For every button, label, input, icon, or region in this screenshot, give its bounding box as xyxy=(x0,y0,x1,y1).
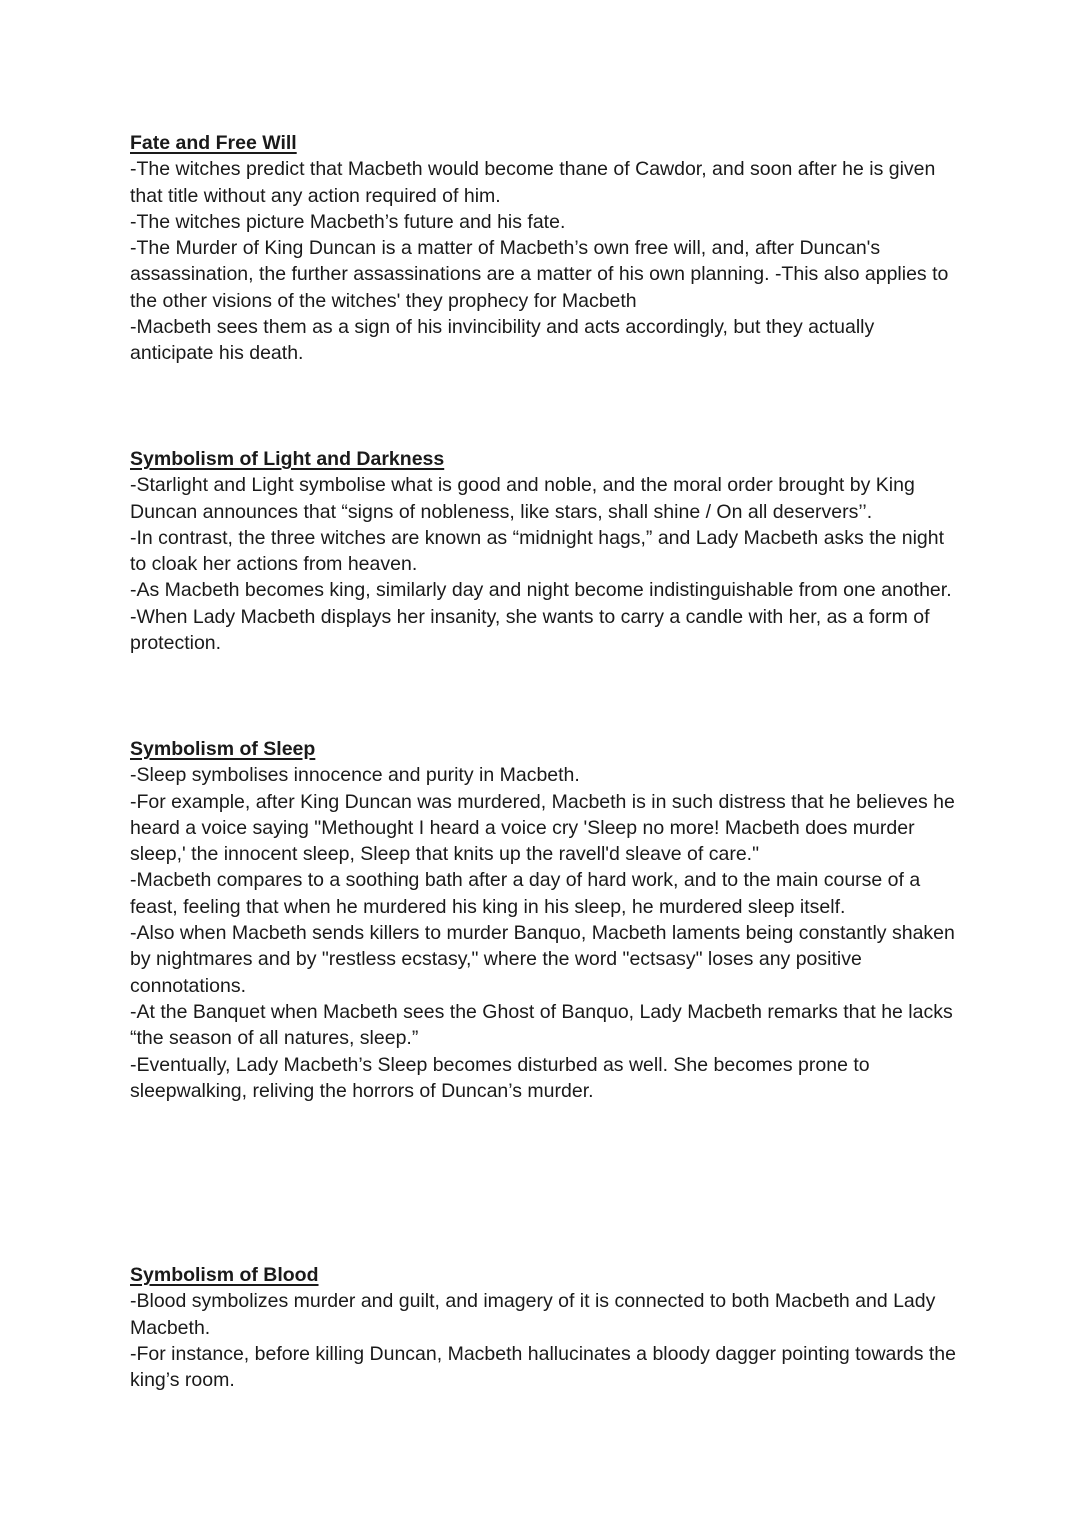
paragraph: -In contrast, the three witches are known as “midnight hags,” and Lady Macbeth asks the night to cloak her actions from heaven. xyxy=(130,526,945,576)
paragraph: -The Murder of King Duncan is a matter of Macbeth’s own free will, and, after Duncan's assassination, the further assassinations are a matter of his own planning. -This also applies to the other visions of the witches' they prophecy for Macbeth xyxy=(130,237,949,312)
paragraph: -Sleep symbolises innocence and purity in Macbeth. xyxy=(130,764,580,787)
section-heading: Fate and Free Will xyxy=(130,132,297,154)
section-sleep xyxy=(130,736,960,1104)
paragraph: -Blood symbolizes murder and guilt, and imagery of it is connected to both Macbeth and Lady Macbeth. xyxy=(130,1290,936,1339)
section-heading: Symbolism of Blood xyxy=(130,1264,319,1286)
section-fate-and-free-will xyxy=(130,130,960,367)
paragraph: -The witches picture Macbeth’s future and his fate. xyxy=(130,210,566,233)
section-heading: Symbolism of Sleep xyxy=(130,738,316,760)
section-blood xyxy=(130,1262,960,1393)
paragraph: -When Lady Macbeth displays her insanity, she wants to carry a candle with her, as a form of protection. xyxy=(130,605,930,655)
paragraph: -For instance, before killing Duncan, Macbeth hallucinates a bloody dagger pointing towards the king’s room. xyxy=(130,1342,956,1392)
paragraph: -At the Banquet when Macbeth sees the Ghost of Banquo, Lady Macbeth remarks that he lacks “the season of all natures, sleep.” xyxy=(130,1000,953,1050)
paragraph: -Macbeth sees them as a sign of his invincibility and acts accordingly, but they actually anticipate his death. xyxy=(130,316,875,365)
section-heading: Symbolism of Light and Darkness xyxy=(130,448,445,470)
paragraph: -Macbeth compares to a soothing bath after a day of hard work, and to the main course of a feast, feeling that when he murdered his king in his sleep, he murdered sleep itself. xyxy=(130,869,921,918)
paragraph: -Also when Macbeth sends killers to murder Banquo, Macbeth laments being constantly shaken by nightmares and by "restless ecstasy," where the word "ectsasy" loses any positive connotations. xyxy=(130,922,955,997)
paragraph: -As Macbeth becomes king, similarly day and night become indistinguishable from one another. xyxy=(130,579,952,602)
section-light-and-darkness xyxy=(130,446,960,656)
paragraph: -Eventually, Lady Macbeth’s Sleep becomes disturbed as well. She becomes prone to sleepwalking, reliving the horrors of Duncan’s murder. xyxy=(130,1053,870,1102)
paragraph: -The witches predict that Macbeth would become thane of Cawdor, and soon after he is given that title without any action required of him. xyxy=(130,158,936,207)
paragraph: -Starlight and Light symbolise what is good and noble, and the moral order brought by King Duncan announces that “signs of nobleness, like stars, shall shine / On all deservers’’. xyxy=(130,474,915,523)
paragraph: -For example, after King Duncan was murdered, Macbeth is in such distress that he believes he heard a voice saying "Methought I heard a voice cry 'Sleep no more! Macbeth does murder sleep,' the innocent sleep, Sleep that knits up the ravell'd sleave of care." xyxy=(130,790,955,866)
